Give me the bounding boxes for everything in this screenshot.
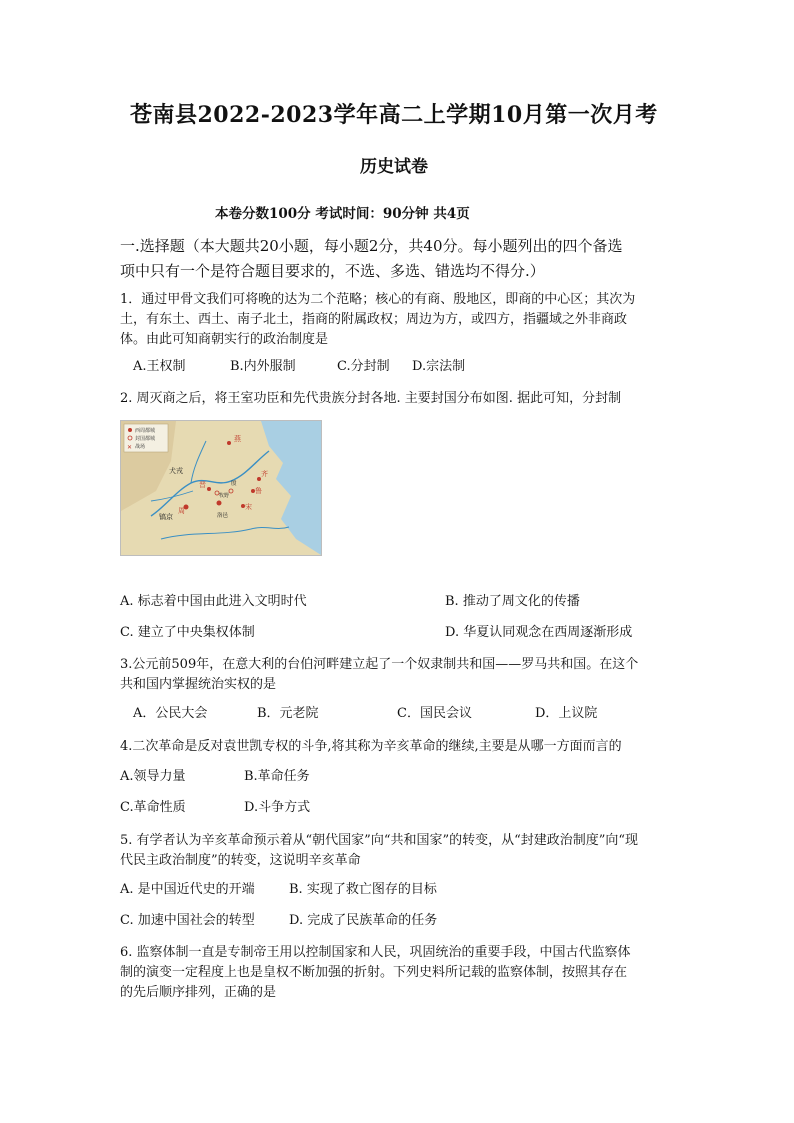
question-line: 的先后顺序排列，正确的是 xyxy=(120,985,277,1000)
exam-subtitle: 历史试卷 xyxy=(360,157,428,177)
question-line: 5. 有学者认为辛亥革命预示着从“朝代国家”向“共和国家”的转变，从“封建政治制度”向“现 xyxy=(120,833,639,848)
option-b[interactable]: B．元老院 xyxy=(257,706,319,721)
option-b[interactable]: B. 实现了救亡图存的目标 xyxy=(289,882,437,897)
option-c[interactable]: C.分封制 xyxy=(337,359,390,374)
map-label-lu: 鲁 xyxy=(255,487,262,495)
question-3-stem xyxy=(120,655,638,695)
map-label-qi: 齐 xyxy=(261,470,268,478)
option-c[interactable]: C.革命性质 xyxy=(120,800,186,815)
option-b[interactable]: B.革命任务 xyxy=(244,769,310,784)
question-4-stem xyxy=(120,737,622,757)
option-c[interactable]: C. 建立了中央集权体制 xyxy=(120,625,255,640)
option-a[interactable]: A. 是中国近代史的开端 xyxy=(120,882,255,897)
legend-label: 西周都城 xyxy=(135,428,156,434)
question-line: 共和国内掌握统治实权的是 xyxy=(120,677,277,692)
map-label-haojing: 镐京 xyxy=(159,513,173,521)
option-d[interactable]: D. 完成了民族革命的任务 xyxy=(289,913,438,928)
map-label-luoyi: 洛邑 xyxy=(217,513,229,519)
map-label-yin: 殷 xyxy=(231,481,237,487)
question-6-stem xyxy=(120,943,631,1003)
option-a[interactable]: A.王权制 xyxy=(133,359,186,374)
option-d[interactable]: D.斗争方式 xyxy=(244,800,311,815)
map-label-jin: 晋 xyxy=(199,481,206,489)
section-heading-line: 一.选择题（本大题共20小题，每小题2分，共40分。每小题列出的四个备选 xyxy=(120,237,623,255)
option-a[interactable]: A．公民大会 xyxy=(133,706,208,721)
map-label-yan: 燕 xyxy=(234,435,241,443)
question-line: 代民主政治制度”的转变，这说明辛亥革命 xyxy=(120,853,361,868)
question-1-stem xyxy=(120,290,635,350)
map-label-zhou: 周 xyxy=(178,507,185,515)
map-label-quanrong: 犬戎 xyxy=(169,467,183,475)
question-line: 3.公元前509年，在意大利的台伯河畔建立起了一个奴隶制共和国——罗马共和国。在这个 xyxy=(120,657,639,672)
question-5-stem xyxy=(120,831,638,871)
option-b[interactable]: B. 推动了周文化的传播 xyxy=(445,594,580,609)
legend-label: 封国都城 xyxy=(135,436,156,442)
exam-info: 本卷分数100分 考试时间：90分钟 共4页 xyxy=(215,206,470,222)
section-heading xyxy=(120,234,623,284)
option-b[interactable]: B.内外服制 xyxy=(230,359,296,374)
question-line: 1．通过甲骨文我们可将晚的达为二个范略；核心的有商、殷地区，即商的中心区；其次为 xyxy=(120,292,636,307)
option-d[interactable]: D.宗法制 xyxy=(412,359,466,374)
map-label-song: 宋 xyxy=(245,503,252,511)
question-line: 2. 周灭商之后，将王室功臣和先代贵族分封各地. 主要封国分布如图. 据此可知，分封制 xyxy=(120,391,622,406)
question-line: 体。由此可知商朝实行的政治制度是 xyxy=(120,332,329,347)
question-line: 土，有东土、西土、南子北土，指商的附属政权；周边为方，或四方，指疆域之外非商政 xyxy=(120,312,628,327)
option-c[interactable]: C. 加速中国社会的转型 xyxy=(120,913,255,928)
option-d[interactable]: D．上议院 xyxy=(535,706,598,721)
exam-title: 苍南县2022-2023学年高二上学期10月第一次月考 xyxy=(130,102,658,128)
question-line: 4.二次革命是反对袁世凯专权的斗争,将其称为辛亥革命的继续,主要是从哪一方面而言的 xyxy=(120,739,622,754)
map-image xyxy=(121,421,321,555)
legend-label: 战场 xyxy=(135,444,146,450)
option-d[interactable]: D. 华夏认同观念在西周逐渐形成 xyxy=(445,625,633,640)
option-a[interactable]: A.领导力量 xyxy=(120,769,186,784)
question-line: 6. 监察体制一直是专制帝王用以控制国家和人民，巩固统治的重要手段，中国古代监察体 xyxy=(120,945,631,960)
option-c[interactable]: C．国民会议 xyxy=(397,706,472,721)
section-heading-line: 项中只有一个是符合题目要求的，不选、多选、错选均不得分.） xyxy=(120,262,545,280)
question-2-stem xyxy=(120,389,621,409)
map-label-muye: 牧野 xyxy=(219,493,230,499)
option-a[interactable]: A. 标志着中国由此进入文明时代 xyxy=(120,594,307,609)
question-line: 制的演变一定程度上也是皇权不断加强的折射。下列史料所记载的监察体制，按照其存在 xyxy=(120,965,628,980)
svg-text:✕: ✕ xyxy=(127,444,133,451)
feudal-states-map xyxy=(120,420,322,556)
